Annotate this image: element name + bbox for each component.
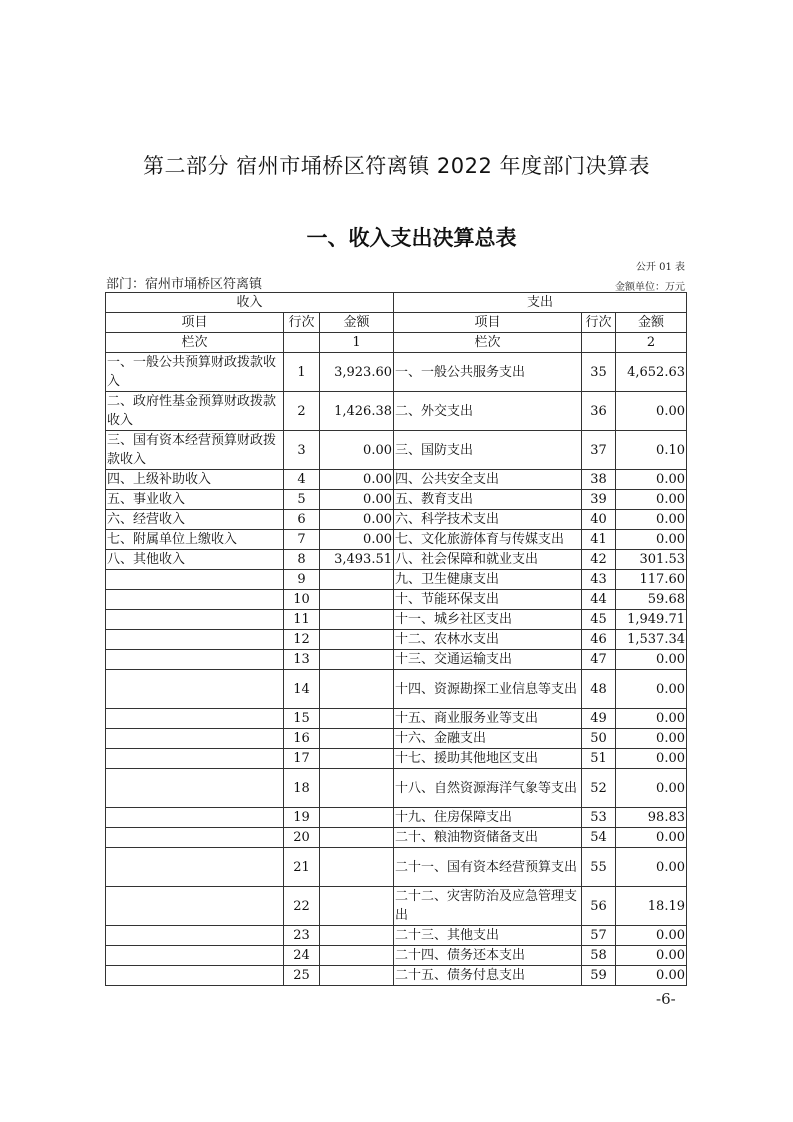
expense-line-cell: 52 xyxy=(582,769,616,808)
expense-item-cell: 十七、援助其他地区支出 xyxy=(394,749,582,769)
expense-item-cell: 二十三、其他支出 xyxy=(394,926,582,946)
expense-col-line: 行次 xyxy=(582,313,616,333)
table-row xyxy=(106,630,687,650)
table-row xyxy=(106,749,687,769)
expense-amount-cell: 0.00 xyxy=(616,729,687,749)
income-amount-cell: 0.00 xyxy=(320,530,394,550)
expense-item-cell: 十八、自然资源海洋气象等支出 xyxy=(394,769,582,808)
table-row xyxy=(106,392,687,431)
expense-line-cell: 43 xyxy=(582,570,616,590)
income-line-cell: 23 xyxy=(284,926,320,946)
expense-item-cell: 十一、城乡社区支出 xyxy=(394,610,582,630)
income-line-cell: 1 xyxy=(284,353,320,392)
table-row xyxy=(106,709,687,729)
income-line-cell: 2 xyxy=(284,392,320,431)
expense-item-cell: 二十一、国有资本经营预算支出 xyxy=(394,848,582,887)
table-row xyxy=(106,848,687,887)
table-row xyxy=(106,966,687,986)
income-item-cell xyxy=(106,590,284,610)
income-item-cell xyxy=(106,769,284,808)
income-amount-cell xyxy=(320,630,394,650)
table-row xyxy=(106,946,687,966)
expense-amount-cell: 0.00 xyxy=(616,966,687,986)
expense-amount-cell: 0.00 xyxy=(616,769,687,808)
expense-col-amount: 金额 xyxy=(616,313,687,333)
table-row xyxy=(106,670,687,709)
income-line-cell: 8 xyxy=(284,550,320,570)
income-item-cell: 七、附属单位上缴收入 xyxy=(106,530,284,550)
expense-line-cell: 37 xyxy=(582,431,616,470)
income-line-cell: 25 xyxy=(284,966,320,986)
income-item-cell xyxy=(106,966,284,986)
income-line-cell: 14 xyxy=(284,670,320,709)
income-item-cell: 三、国有资本经营预算财政拨款收入 xyxy=(106,431,284,470)
income-item-cell xyxy=(106,887,284,926)
expense-column-no-label: 栏次 xyxy=(394,333,582,353)
income-line-cell: 12 xyxy=(284,630,320,650)
expense-amount-cell: 98.83 xyxy=(616,808,687,828)
expense-line-cell: 58 xyxy=(582,946,616,966)
expense-amount-cell: 301.53 xyxy=(616,550,687,570)
expense-item-cell: 六、科学技术支出 xyxy=(394,510,582,530)
expense-line-cell: 41 xyxy=(582,530,616,550)
expense-amount-cell: 117.60 xyxy=(616,570,687,590)
income-item-cell: 二、政府性基金预算财政拨款收入 xyxy=(106,392,284,431)
expense-amount-cell: 0.00 xyxy=(616,470,687,490)
table-row xyxy=(106,490,687,510)
expense-item-cell: 三、国防支出 xyxy=(394,431,582,470)
income-amount-cell xyxy=(320,570,394,590)
income-line-cell: 22 xyxy=(284,887,320,926)
expense-amount-cell: 1,537.34 xyxy=(616,630,687,650)
income-amount-cell xyxy=(320,887,394,926)
expense-item-cell: 二十四、债务还本支出 xyxy=(394,946,582,966)
income-line-cell: 24 xyxy=(284,946,320,966)
income-amount-cell xyxy=(320,729,394,749)
table-row xyxy=(106,828,687,848)
income-line-cell: 15 xyxy=(284,709,320,729)
expense-amount-cell: 1,949.71 xyxy=(616,610,687,630)
expense-amount-cell: 0.00 xyxy=(616,946,687,966)
income-line-cell: 9 xyxy=(284,570,320,590)
expense-amount-cell: 0.00 xyxy=(616,530,687,550)
income-item-cell xyxy=(106,610,284,630)
expense-line-cell: 35 xyxy=(582,353,616,392)
income-amount-cell xyxy=(320,709,394,729)
table-row xyxy=(106,769,687,808)
expense-amount-cell: 0.00 xyxy=(616,848,687,887)
expense-col-item: 项目 xyxy=(394,313,582,333)
income-amount-cell: 0.00 xyxy=(320,470,394,490)
income-amount-cell xyxy=(320,769,394,808)
table-row xyxy=(106,431,687,470)
income-amount-cell xyxy=(320,808,394,828)
income-item-cell: 六、经营收入 xyxy=(106,510,284,530)
expense-amount-cell: 0.00 xyxy=(616,749,687,769)
income-amount-cell xyxy=(320,966,394,986)
income-line-cell: 16 xyxy=(284,729,320,749)
expense-amount-cell: 0.00 xyxy=(616,650,687,670)
income-col-amount: 金额 xyxy=(320,313,394,333)
column-number-row xyxy=(106,333,687,353)
expense-line-cell: 36 xyxy=(582,392,616,431)
expense-amount-cell: 0.10 xyxy=(616,431,687,470)
income-col-line: 行次 xyxy=(284,313,320,333)
expense-line-cell: 48 xyxy=(582,670,616,709)
income-amount-cell: 0.00 xyxy=(320,490,394,510)
expense-header: 支出 xyxy=(394,293,687,313)
income-item-cell: 四、上级补助收入 xyxy=(106,470,284,490)
income-amount-cell xyxy=(320,670,394,709)
income-line-cell: 13 xyxy=(284,650,320,670)
income-item-cell xyxy=(106,670,284,709)
expense-line-cell: 57 xyxy=(582,926,616,946)
income-item-cell: 五、事业收入 xyxy=(106,490,284,510)
expense-item-cell: 四、公共安全支出 xyxy=(394,470,582,490)
income-amount-cell: 0.00 xyxy=(320,431,394,470)
income-line-cell: 7 xyxy=(284,530,320,550)
income-line-cell: 10 xyxy=(284,590,320,610)
expense-line-cell: 46 xyxy=(582,630,616,650)
expense-amount-cell: 0.00 xyxy=(616,709,687,729)
expense-item-cell: 十五、商业服务业等支出 xyxy=(394,709,582,729)
expense-item-cell: 五、教育支出 xyxy=(394,490,582,510)
expense-item-cell: 十二、农林水支出 xyxy=(394,630,582,650)
expense-item-cell: 十三、交通运输支出 xyxy=(394,650,582,670)
income-line-cell: 4 xyxy=(284,470,320,490)
expense-line-cell: 51 xyxy=(582,749,616,769)
income-header: 收入 xyxy=(106,293,394,313)
expense-amount-cell: 0.00 xyxy=(616,392,687,431)
table-row xyxy=(106,590,687,610)
table-row xyxy=(106,808,687,828)
income-amount-cell: 3,923.60 xyxy=(320,353,394,392)
income-item-cell xyxy=(106,808,284,828)
expense-amount-cell: 0.00 xyxy=(616,926,687,946)
income-amount-cell xyxy=(320,590,394,610)
expense-item-cell: 二、外交支出 xyxy=(394,392,582,431)
expense-line-cell: 53 xyxy=(582,808,616,828)
income-item-cell xyxy=(106,650,284,670)
table-title: 一、收入支出决算总表 xyxy=(306,226,517,250)
income-amount-cell: 0.00 xyxy=(320,510,394,530)
income-item-cell: 八、其他收入 xyxy=(106,550,284,570)
expense-line-cell: 45 xyxy=(582,610,616,630)
expense-amount-cell: 0.00 xyxy=(616,670,687,709)
expense-item-cell: 二十二、灾害防治及应急管理支出 xyxy=(394,887,582,926)
income-item-cell xyxy=(106,828,284,848)
table-row xyxy=(106,550,687,570)
expense-item-cell: 八、社会保障和就业支出 xyxy=(394,550,582,570)
expense-line-cell: 56 xyxy=(582,887,616,926)
income-item-cell xyxy=(106,729,284,749)
income-line-cell: 19 xyxy=(284,808,320,828)
income-amount-cell xyxy=(320,610,394,630)
income-item-cell xyxy=(106,709,284,729)
income-col-item: 项目 xyxy=(106,313,284,333)
table-row xyxy=(106,926,687,946)
expense-column-no: 2 xyxy=(616,333,687,353)
expense-column-no-line xyxy=(582,333,616,353)
expense-amount-cell: 0.00 xyxy=(616,510,687,530)
income-column-no: 1 xyxy=(320,333,394,353)
department-label: 部门：宿州市埇桥区符离镇 xyxy=(106,277,263,292)
expense-line-cell: 44 xyxy=(582,590,616,610)
column-header-row xyxy=(106,313,687,333)
expense-item-cell: 七、文化旅游体育与传媒支出 xyxy=(394,530,582,550)
expense-amount-cell: 18.19 xyxy=(616,887,687,926)
income-item-cell xyxy=(106,946,284,966)
expense-item-cell: 二十、粮油物资储备支出 xyxy=(394,828,582,848)
income-line-cell: 5 xyxy=(284,490,320,510)
income-line-cell: 20 xyxy=(284,828,320,848)
income-item-cell xyxy=(106,749,284,769)
table-row xyxy=(106,510,687,530)
income-amount-cell xyxy=(320,848,394,887)
income-item-cell xyxy=(106,630,284,650)
income-line-cell: 21 xyxy=(284,848,320,887)
page-number: -6- xyxy=(656,990,676,1008)
table-row xyxy=(106,887,687,926)
table-row xyxy=(106,530,687,550)
income-amount-cell xyxy=(320,650,394,670)
section-header-row xyxy=(106,293,687,313)
expense-line-cell: 40 xyxy=(582,510,616,530)
income-amount-cell xyxy=(320,926,394,946)
income-line-cell: 18 xyxy=(284,769,320,808)
table-row xyxy=(106,470,687,490)
expense-line-cell: 42 xyxy=(582,550,616,570)
table-row xyxy=(106,353,687,392)
table-row xyxy=(106,729,687,749)
expense-amount-cell: 59.68 xyxy=(616,590,687,610)
income-column-no-label: 栏次 xyxy=(106,333,284,353)
expense-line-cell: 39 xyxy=(582,490,616,510)
expense-line-cell: 49 xyxy=(582,709,616,729)
table-row xyxy=(106,570,687,590)
income-column-no-line xyxy=(284,333,320,353)
expense-line-cell: 59 xyxy=(582,966,616,986)
expense-amount-cell: 4,652.63 xyxy=(616,353,687,392)
expense-item-cell: 一、一般公共服务支出 xyxy=(394,353,582,392)
income-amount-cell xyxy=(320,828,394,848)
income-expense-table xyxy=(105,292,687,986)
income-line-cell: 17 xyxy=(284,749,320,769)
expense-item-cell: 九、卫生健康支出 xyxy=(394,570,582,590)
expense-line-cell: 55 xyxy=(582,848,616,887)
form-number: 公开 01 表 xyxy=(635,262,685,273)
expense-item-cell: 十九、住房保障支出 xyxy=(394,808,582,828)
table-row xyxy=(106,650,687,670)
income-line-cell: 3 xyxy=(284,431,320,470)
expense-item-cell: 十六、金融支出 xyxy=(394,729,582,749)
expense-line-cell: 47 xyxy=(582,650,616,670)
expense-item-cell: 二十五、债务付息支出 xyxy=(394,966,582,986)
income-amount-cell xyxy=(320,946,394,966)
income-amount-cell: 1,426.38 xyxy=(320,392,394,431)
income-item-cell xyxy=(106,926,284,946)
expense-amount-cell: 0.00 xyxy=(616,490,687,510)
income-amount-cell xyxy=(320,749,394,769)
expense-item-cell: 十四、资源勘探工业信息等支出 xyxy=(394,670,582,709)
expense-line-cell: 54 xyxy=(582,828,616,848)
expense-line-cell: 38 xyxy=(582,470,616,490)
income-item-cell xyxy=(106,570,284,590)
table-row xyxy=(106,610,687,630)
expense-amount-cell: 0.00 xyxy=(616,828,687,848)
income-amount-cell: 3,493.51 xyxy=(320,550,394,570)
expense-item-cell: 十、节能环保支出 xyxy=(394,590,582,610)
income-line-cell: 6 xyxy=(284,510,320,530)
income-item-cell: 一、一般公共预算财政拨款收入 xyxy=(106,353,284,392)
part-title: 第二部分 宿州市埇桥区符离镇 2022 年度部门决算表 xyxy=(143,154,650,178)
expense-line-cell: 50 xyxy=(582,729,616,749)
income-line-cell: 11 xyxy=(284,610,320,630)
unit-label: 金额单位：万元 xyxy=(615,282,685,293)
income-item-cell xyxy=(106,848,284,887)
